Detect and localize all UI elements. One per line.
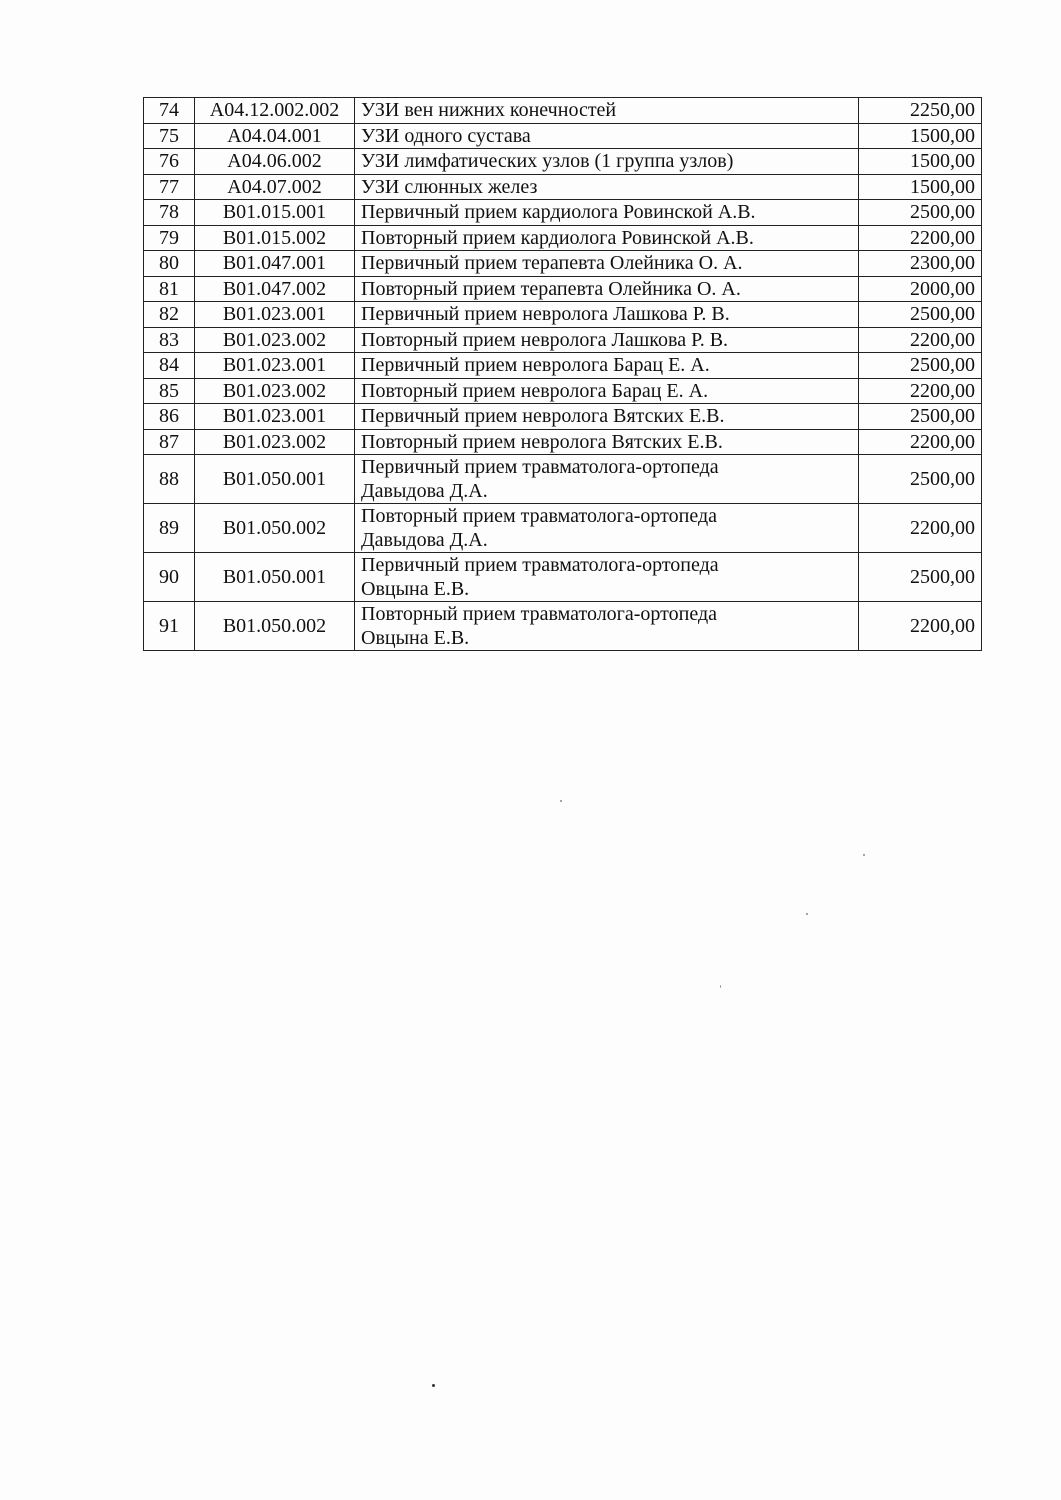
table-row	[144, 149, 982, 175]
service-price: 2200,00	[859, 429, 982, 455]
service-name-line-2: Давыдова Д.А.	[361, 480, 488, 502]
row-number: 85	[144, 378, 195, 404]
scan-speck	[863, 854, 865, 856]
table-row	[144, 429, 982, 455]
row-number: 82	[144, 302, 195, 328]
table-row	[144, 200, 982, 226]
service-price: 2500,00	[859, 353, 982, 379]
service-code: B01.015.002	[195, 225, 355, 251]
table-row	[144, 98, 982, 124]
service-name	[355, 504, 859, 553]
service-code: A04.12.002.002	[195, 98, 355, 124]
service-name	[355, 455, 859, 504]
service-code: A04.07.002	[195, 174, 355, 200]
scan-speck	[560, 800, 562, 802]
row-number: 84	[144, 353, 195, 379]
service-code: B01.050.002	[195, 504, 355, 553]
service-name-line-2: Овцына Е.В.	[361, 578, 470, 600]
row-number: 74	[144, 98, 195, 124]
row-number: 89	[144, 504, 195, 553]
row-number: 76	[144, 149, 195, 175]
row-number: 86	[144, 404, 195, 430]
service-code: B01.050.001	[195, 455, 355, 504]
table-row	[144, 404, 982, 430]
service-price: 1500,00	[859, 174, 982, 200]
service-name-line-1: Повторный прием травматолога-ортопеда	[361, 603, 718, 625]
table-row	[144, 378, 982, 404]
service-code: B01.050.002	[195, 602, 355, 651]
service-name: УЗИ одного сустава	[355, 123, 859, 149]
service-code: B01.050.001	[195, 553, 355, 602]
row-number: 75	[144, 123, 195, 149]
service-price: 2500,00	[859, 553, 982, 602]
service-name: Первичный прием невролога Лашкова Р. В.	[355, 302, 859, 328]
service-name-line-2: Давыдова Д.А.	[361, 529, 488, 551]
service-price: 2200,00	[859, 504, 982, 553]
service-name: Первичный прием невролога Барац Е. А.	[355, 353, 859, 379]
table-row	[144, 123, 982, 149]
service-name: УЗИ лимфатических узлов (1 группа узлов)	[355, 149, 859, 175]
row-number: 87	[144, 429, 195, 455]
service-code: A04.06.002	[195, 149, 355, 175]
service-price: 2250,00	[859, 98, 982, 124]
service-name: Повторный прием кардиолога Ровинской А.В.	[355, 225, 859, 251]
service-name: Повторный прием терапевта Олейника О. А.	[355, 276, 859, 302]
table-row	[144, 602, 982, 651]
service-price: 1500,00	[859, 123, 982, 149]
scan-speck	[432, 1384, 435, 1387]
row-number: 80	[144, 251, 195, 277]
service-price: 2200,00	[859, 378, 982, 404]
row-number: 90	[144, 553, 195, 602]
service-code: B01.047.002	[195, 276, 355, 302]
service-price: 2500,00	[859, 455, 982, 504]
table-row	[144, 225, 982, 251]
service-code: B01.015.001	[195, 200, 355, 226]
service-name: Повторный прием невролога Лашкова Р. В.	[355, 327, 859, 353]
service-name: Повторный прием невролога Барац Е. А.	[355, 378, 859, 404]
scan-speck	[806, 913, 808, 915]
table-row	[144, 327, 982, 353]
table-row	[144, 504, 982, 553]
service-price: 2200,00	[859, 602, 982, 651]
service-name: Повторный прием невролога Вятских Е.В.	[355, 429, 859, 455]
row-number: 77	[144, 174, 195, 200]
service-code: B01.047.001	[195, 251, 355, 277]
table-row	[144, 302, 982, 328]
service-name	[355, 553, 859, 602]
row-number: 91	[144, 602, 195, 651]
row-number: 88	[144, 455, 195, 504]
service-name: УЗИ вен нижних конечностей	[355, 98, 859, 124]
table-row	[144, 455, 982, 504]
service-code: B01.023.001	[195, 404, 355, 430]
service-name: Первичный прием кардиолога Ровинской А.В.	[355, 200, 859, 226]
service-name: УЗИ слюнных желез	[355, 174, 859, 200]
row-number: 81	[144, 276, 195, 302]
row-number: 79	[144, 225, 195, 251]
service-name: Первичный прием невролога Вятских Е.В.	[355, 404, 859, 430]
service-price: 2000,00	[859, 276, 982, 302]
service-code: A04.04.001	[195, 123, 355, 149]
service-price: 2200,00	[859, 225, 982, 251]
service-name-line-1: Повторный прием травматолога-ортопеда	[361, 505, 718, 527]
table-row	[144, 276, 982, 302]
row-number: 78	[144, 200, 195, 226]
service-name-line-2: Овцына Е.В.	[361, 627, 470, 649]
service-name: Первичный прием терапевта Олейника О. А.	[355, 251, 859, 277]
service-code: B01.023.002	[195, 327, 355, 353]
service-code: B01.023.002	[195, 429, 355, 455]
price-list-table	[143, 97, 982, 651]
service-code: B01.023.001	[195, 302, 355, 328]
service-price: 2500,00	[859, 302, 982, 328]
table-row	[144, 353, 982, 379]
table-row	[144, 174, 982, 200]
service-code: B01.023.001	[195, 353, 355, 379]
service-name-line-1: Первичный прием травматолога-ортопеда	[361, 456, 719, 478]
table-row	[144, 251, 982, 277]
service-price: 2500,00	[859, 404, 982, 430]
service-price: 2500,00	[859, 200, 982, 226]
service-name	[355, 602, 859, 651]
row-number: 83	[144, 327, 195, 353]
scan-speck	[720, 985, 721, 988]
service-name-line-1: Первичный прием травматолога-ортопеда	[361, 554, 719, 576]
service-price: 2300,00	[859, 251, 982, 277]
service-price: 2200,00	[859, 327, 982, 353]
service-price: 1500,00	[859, 149, 982, 175]
table-row	[144, 553, 982, 602]
service-code: B01.023.002	[195, 378, 355, 404]
